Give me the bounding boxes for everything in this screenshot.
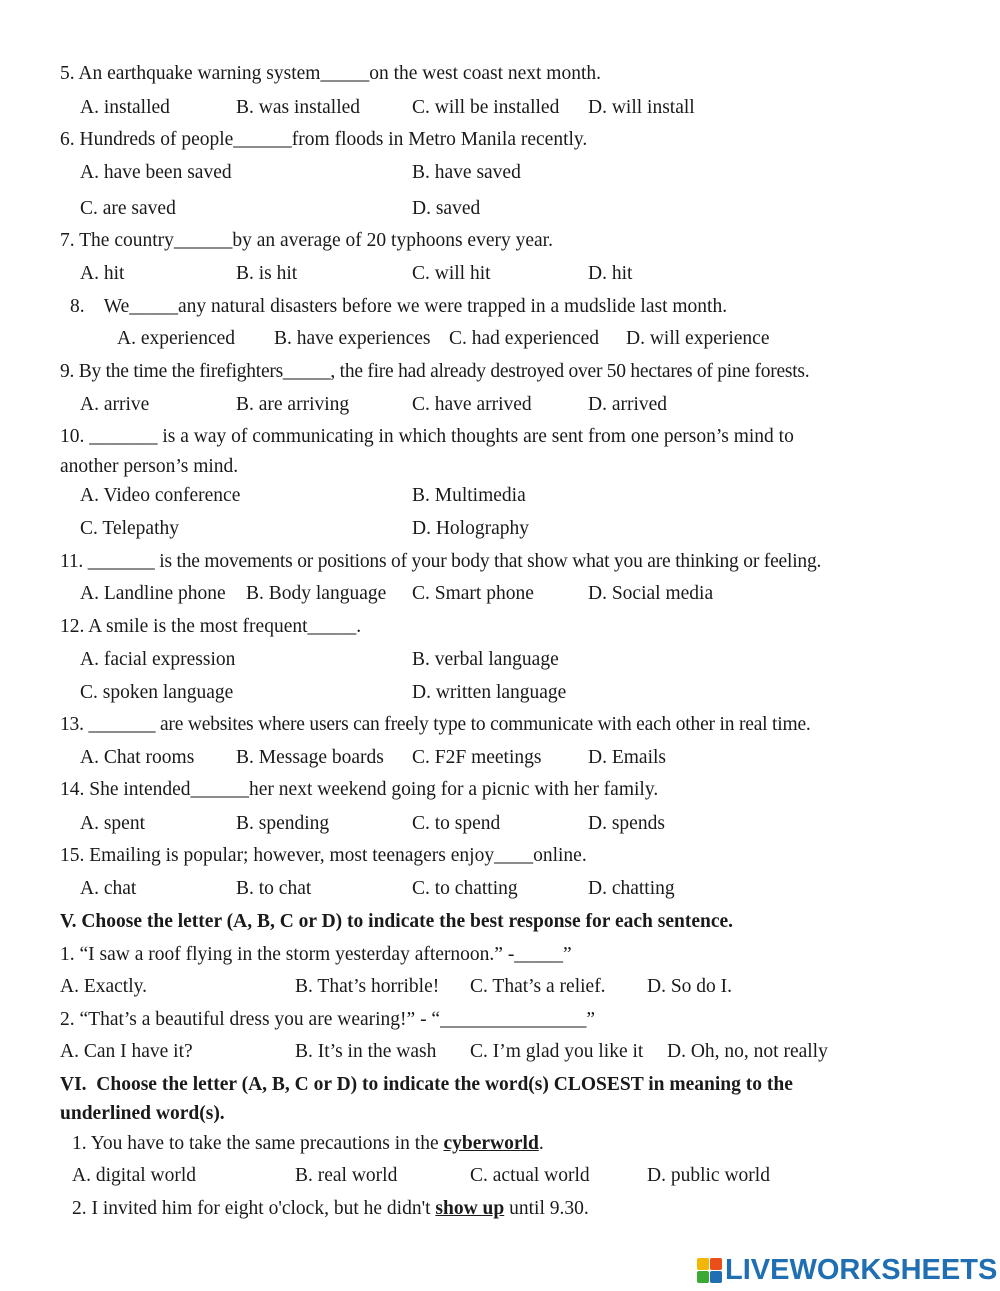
option-c: C. I’m glad you like it bbox=[470, 1041, 644, 1062]
question-stem bbox=[72, 1132, 544, 1156]
option-b: B. was installed bbox=[236, 97, 361, 118]
option-d: D. So do I. bbox=[647, 976, 733, 997]
option-c: C. F2F meetings bbox=[412, 747, 542, 768]
option-c: C. to spend bbox=[412, 813, 501, 834]
question-stem: 7. The country______by an average of 20 typhoons every year. bbox=[60, 230, 553, 251]
option-d: D. arrived bbox=[588, 394, 668, 415]
question-stem: 5. An earthquake warning system_____on the west coast next month. bbox=[60, 63, 602, 84]
section-heading: VI. Choose the letter (A, B, C or D) to indicate the word(s) CLOSEST in meaning to the bbox=[60, 1074, 793, 1095]
option-a: A. digital world bbox=[72, 1165, 197, 1186]
option-d: D. saved bbox=[412, 198, 481, 219]
option-c: C. Telepathy bbox=[80, 518, 180, 539]
option-b: B. Message boards bbox=[236, 747, 384, 768]
option-b: B. Multimedia bbox=[412, 485, 526, 506]
option-c: C. actual world bbox=[470, 1165, 590, 1186]
option-a: A. spent bbox=[80, 813, 145, 834]
question-stem: 13. _______ are websites where users can freely type to communicate with each other in real time. bbox=[60, 714, 811, 735]
option-c: C. That’s a relief. bbox=[470, 976, 606, 997]
logo-text: LIVEWORKSHEETS bbox=[725, 1253, 998, 1286]
option-c: C. will hit bbox=[412, 263, 491, 284]
option-a: A. Exactly. bbox=[60, 976, 147, 997]
question-stem: 11. _______ is the movements or positions of your body that show what you are thinking or feeling. bbox=[60, 551, 822, 572]
stem-text: 2. I invited him for eight o'clock, but he didn't bbox=[72, 1198, 436, 1219]
question-stem: 8. We_____any natural disasters before we were trapped in a mudslide last month. bbox=[70, 296, 728, 317]
stem-text: 1. You have to take the same precautions in the bbox=[72, 1133, 444, 1154]
option-a: A. chat bbox=[80, 878, 137, 899]
option-d: D. Social media bbox=[588, 583, 714, 604]
option-a: A. experienced bbox=[117, 328, 236, 349]
option-a: A. Landline phone bbox=[80, 583, 226, 604]
option-c: C. are saved bbox=[80, 198, 176, 219]
option-a: A. facial expression bbox=[80, 649, 236, 670]
logo-block bbox=[710, 1258, 722, 1270]
question-stem-continued: another person’s mind. bbox=[60, 456, 239, 477]
question-stem: 2. “That’s a beautiful dress you are wearing!” - “_______________” bbox=[60, 1009, 595, 1030]
option-b: B. That’s horrible! bbox=[295, 976, 440, 997]
option-d: D. chatting bbox=[588, 878, 675, 899]
question-stem: 6. Hundreds of people______from floods in Metro Manila recently. bbox=[60, 129, 588, 150]
option-b: B. It’s in the wash bbox=[295, 1041, 437, 1062]
option-a: A. Chat rooms bbox=[80, 747, 195, 768]
option-d: D. Oh, no, not really bbox=[667, 1041, 828, 1062]
logo-block bbox=[697, 1271, 709, 1283]
option-c: C. have arrived bbox=[412, 394, 532, 415]
option-a: A. Video conference bbox=[80, 485, 241, 506]
option-b: B. real world bbox=[295, 1165, 398, 1186]
option-c: C. had experienced bbox=[449, 328, 599, 349]
option-b: B. verbal language bbox=[412, 649, 559, 670]
option-b: B. Body language bbox=[246, 583, 387, 604]
liveworksheets-logo[interactable] bbox=[697, 1252, 997, 1288]
option-d: D. Emails bbox=[588, 747, 666, 768]
option-b: B. have saved bbox=[412, 162, 521, 183]
option-a: A. installed bbox=[80, 97, 170, 118]
option-d: D. spends bbox=[588, 813, 665, 834]
section-heading-continued: underlined word(s). bbox=[60, 1103, 225, 1124]
question-stem bbox=[72, 1197, 589, 1221]
option-b: B. to chat bbox=[236, 878, 312, 899]
question-stem: 12. A smile is the most frequent_____. bbox=[60, 616, 362, 637]
question-stem: 15. Emailing is popular; however, most teenagers enjoy____online. bbox=[60, 845, 587, 866]
option-a: A. Can I have it? bbox=[60, 1041, 193, 1062]
option-b: B. are arriving bbox=[236, 394, 350, 415]
option-a: A. arrive bbox=[80, 394, 150, 415]
logo-block bbox=[710, 1271, 722, 1283]
option-b: B. is hit bbox=[236, 263, 298, 284]
option-d: D. Holography bbox=[412, 518, 529, 539]
option-b: B. have experiences bbox=[274, 328, 431, 349]
question-stem: 10. _______ is a way of communicating in which thoughts are sent from one person’s mind to bbox=[60, 426, 794, 447]
option-a: A. hit bbox=[80, 263, 125, 284]
stem-text: until 9.30. bbox=[504, 1198, 589, 1219]
option-c: C. to chatting bbox=[412, 878, 518, 899]
option-d: D. written language bbox=[412, 682, 567, 703]
question-stem: 1. “I saw a roof flying in the storm yesterday afternoon.” -_____” bbox=[60, 944, 572, 965]
question-stem: 14. She intended______her next weekend going for a picnic with her family. bbox=[60, 779, 659, 800]
option-c: C. Smart phone bbox=[412, 583, 534, 604]
underlined-word: show up bbox=[435, 1198, 505, 1219]
option-d: D. will experience bbox=[626, 328, 770, 349]
stem-text: . bbox=[538, 1133, 544, 1154]
question-stem: 9. By the time the firefighters_____, the fire had already destroyed over 50 hectares of pine forests. bbox=[60, 361, 810, 382]
logo-blocks-icon bbox=[697, 1258, 722, 1283]
logo-block bbox=[697, 1258, 709, 1270]
option-d: D. public world bbox=[647, 1165, 770, 1186]
option-d: D. hit bbox=[588, 263, 633, 284]
option-a: A. have been saved bbox=[80, 162, 232, 183]
underlined-word: cyberworld bbox=[443, 1133, 539, 1154]
option-c: C. will be installed bbox=[412, 97, 560, 118]
option-c: C. spoken language bbox=[80, 682, 234, 703]
section-heading: V. Choose the letter (A, B, C or D) to indicate the best response for each sentence. bbox=[60, 911, 734, 932]
option-b: B. spending bbox=[236, 813, 330, 834]
option-d: D. will install bbox=[588, 97, 695, 118]
